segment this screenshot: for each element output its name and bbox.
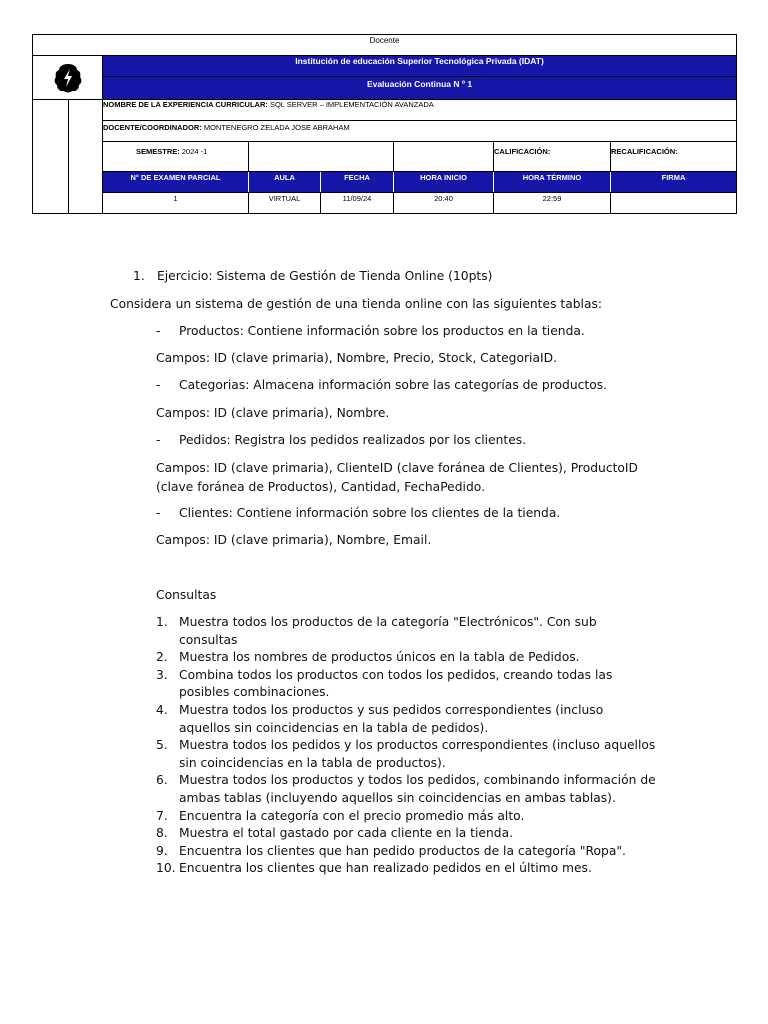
query-item <box>156 614 656 649</box>
queries-title: Consultas <box>156 588 217 602</box>
query-number: 8. <box>156 826 168 841</box>
table-description: Clientes: Contiene información sobre los clientes de la tienda. <box>179 506 561 520</box>
query-number: 2. <box>156 650 168 665</box>
course-row <box>103 100 736 121</box>
column-header: HORA TÉRMINO <box>494 172 611 192</box>
evaluation-title: Evaluación Continua N º 1 <box>103 77 736 100</box>
teacher-label: DOCENTE/COORDINADOR: <box>103 123 202 132</box>
query-item <box>156 825 656 843</box>
column-header: FIRMA <box>661 173 686 182</box>
query-item <box>156 702 656 737</box>
column-header: HORA INICIO <box>394 172 494 192</box>
query-item <box>156 737 656 772</box>
query-text: Muestra todos los productos de la categoría "Electrónicos". Con sub consultas <box>179 615 597 647</box>
query-text: Muestra el total gastado por cada cliente en la tienda. <box>179 826 514 841</box>
exercise-intro: Considera un sistema de gestión de una tienda online con las siguientes tablas: <box>110 297 603 311</box>
table-fields: Campos: ID (clave primaria), ClienteID (clave foránea de Clientes), ProductoID (clave foránea de Productos), Cantidad, FechaPedido. <box>156 461 639 494</box>
bullet-dash: - <box>156 378 161 392</box>
query-text: Muestra todos los productos y todos los pedidos, combinando información de ambas tablas (incluyendo aquellos sin coincidencias en ambas tablas). <box>179 773 656 805</box>
exercise-title-text: Ejercicio: Sistema de Gestión de Tienda Online (10pts) <box>157 269 493 283</box>
query-item <box>156 843 656 861</box>
grade-label: CALIFICACIÓN: <box>494 147 551 156</box>
course-label: NOMBRE DE LA EXPERIENCIA CURRICULAR: <box>103 100 268 109</box>
blank-cell <box>394 142 494 171</box>
date-value: 11/09/24 <box>321 193 394 213</box>
start-time-value: 20:40 <box>394 193 494 213</box>
table-bullet <box>156 377 607 394</box>
exam-values-row <box>103 193 736 213</box>
table-fields: Campos: ID (clave primaria), Nombre. <box>156 406 390 420</box>
query-text: Encuentra los clientes que han pedido productos de la categoría "Ropa". <box>179 843 626 858</box>
semester-label: SEMESTRE: <box>136 147 180 156</box>
query-number: 4. <box>156 702 168 717</box>
column-header: FECHA <box>321 172 394 192</box>
table-description: Categorias: Almacena información sobre las categorías de productos. <box>179 378 608 392</box>
query-text: Muestra todos los productos y sus pedidos correspondientes (incluso aquellos sin coincidencias en la tabla de pedidos). <box>179 702 604 735</box>
teacher-row <box>103 121 736 142</box>
query-item <box>156 649 656 667</box>
semester-row <box>103 142 736 172</box>
table-fields: Campos: ID (clave primaria), Nombre, Precio, Stock, CategoriaID. <box>156 351 558 365</box>
exam-number-value: 1 <box>103 193 249 213</box>
table-bullet <box>156 505 560 522</box>
end-time-value: 22:59 <box>494 193 611 213</box>
query-number: 10. <box>156 861 176 876</box>
query-number: 5. <box>156 738 168 753</box>
grade-cell <box>494 142 611 171</box>
table-description: Pedidos: Registra los pedidos realizados por los clientes. <box>179 433 527 447</box>
query-number: 7. <box>156 808 168 823</box>
query-item <box>156 667 656 702</box>
bullet-dash: - <box>156 324 161 338</box>
table-fields: Campos: ID (clave primaria), Nombre, Email. <box>156 533 432 547</box>
column-header: AULA <box>249 172 321 192</box>
semester-cell <box>103 142 249 171</box>
header-top-label: Docente <box>33 35 736 56</box>
query-number: 3. <box>156 667 168 682</box>
query-text: Combina todos los productos con todos los pedidos, creando todas las posibles combinaciones. <box>179 667 613 700</box>
column-header: N° DE EXAMEN PARCIAL <box>103 172 249 192</box>
exercise-number: 1. <box>133 269 145 283</box>
left-spacer-cell <box>33 100 69 213</box>
query-number: 1. <box>156 615 168 629</box>
table-bullet <box>156 432 526 449</box>
bullet-dash: - <box>156 433 161 447</box>
query-item <box>156 860 656 878</box>
query-text: Muestra los nombres de productos únicos en la tabla de Pedidos. <box>179 650 580 665</box>
query-number: 9. <box>156 843 168 858</box>
query-text: Muestra todos los pedidos y los productos correspondientes (incluso aquellos sin coincidencias en la tabla de productos). <box>179 738 656 770</box>
exercise-title <box>133 268 492 285</box>
semester-value: 2024 -1 <box>181 147 208 156</box>
exam-header-table <box>32 34 737 214</box>
left-spacer-cell <box>69 100 103 213</box>
query-text: Encuentra la categoría con el precio promedio más alto. <box>179 808 525 823</box>
course-value: SQL SERVER – IMPLEMENTACIÓN AVANZADA <box>269 100 434 109</box>
table-bullet <box>156 323 585 340</box>
teacher-value: MONTENEGRO ZELADA JOSE ABRAHAM <box>203 123 350 132</box>
blank-cell <box>249 142 394 171</box>
queries-list <box>156 614 656 878</box>
query-number: 6. <box>156 773 168 788</box>
regrade-label: RECALIFICACIÓN: <box>611 147 678 156</box>
signature-value <box>611 193 736 213</box>
regrade-cell <box>611 142 736 171</box>
institution-title: Institución de educación Superior Tecnológica Privada (IDAT) <box>103 56 736 77</box>
exam-columns-header <box>103 172 736 193</box>
logo-cell <box>33 56 103 100</box>
bullet-dash: - <box>156 506 161 520</box>
query-item <box>156 808 656 826</box>
query-item <box>156 772 656 807</box>
table-description: Productos: Contiene información sobre los productos en la tienda. <box>179 324 585 338</box>
query-text: Encuentra los clientes que han realizado pedidos en el último mes. <box>179 861 592 876</box>
brain-bolt-icon <box>53 62 83 94</box>
classroom-value: VIRTUAL <box>249 193 321 213</box>
